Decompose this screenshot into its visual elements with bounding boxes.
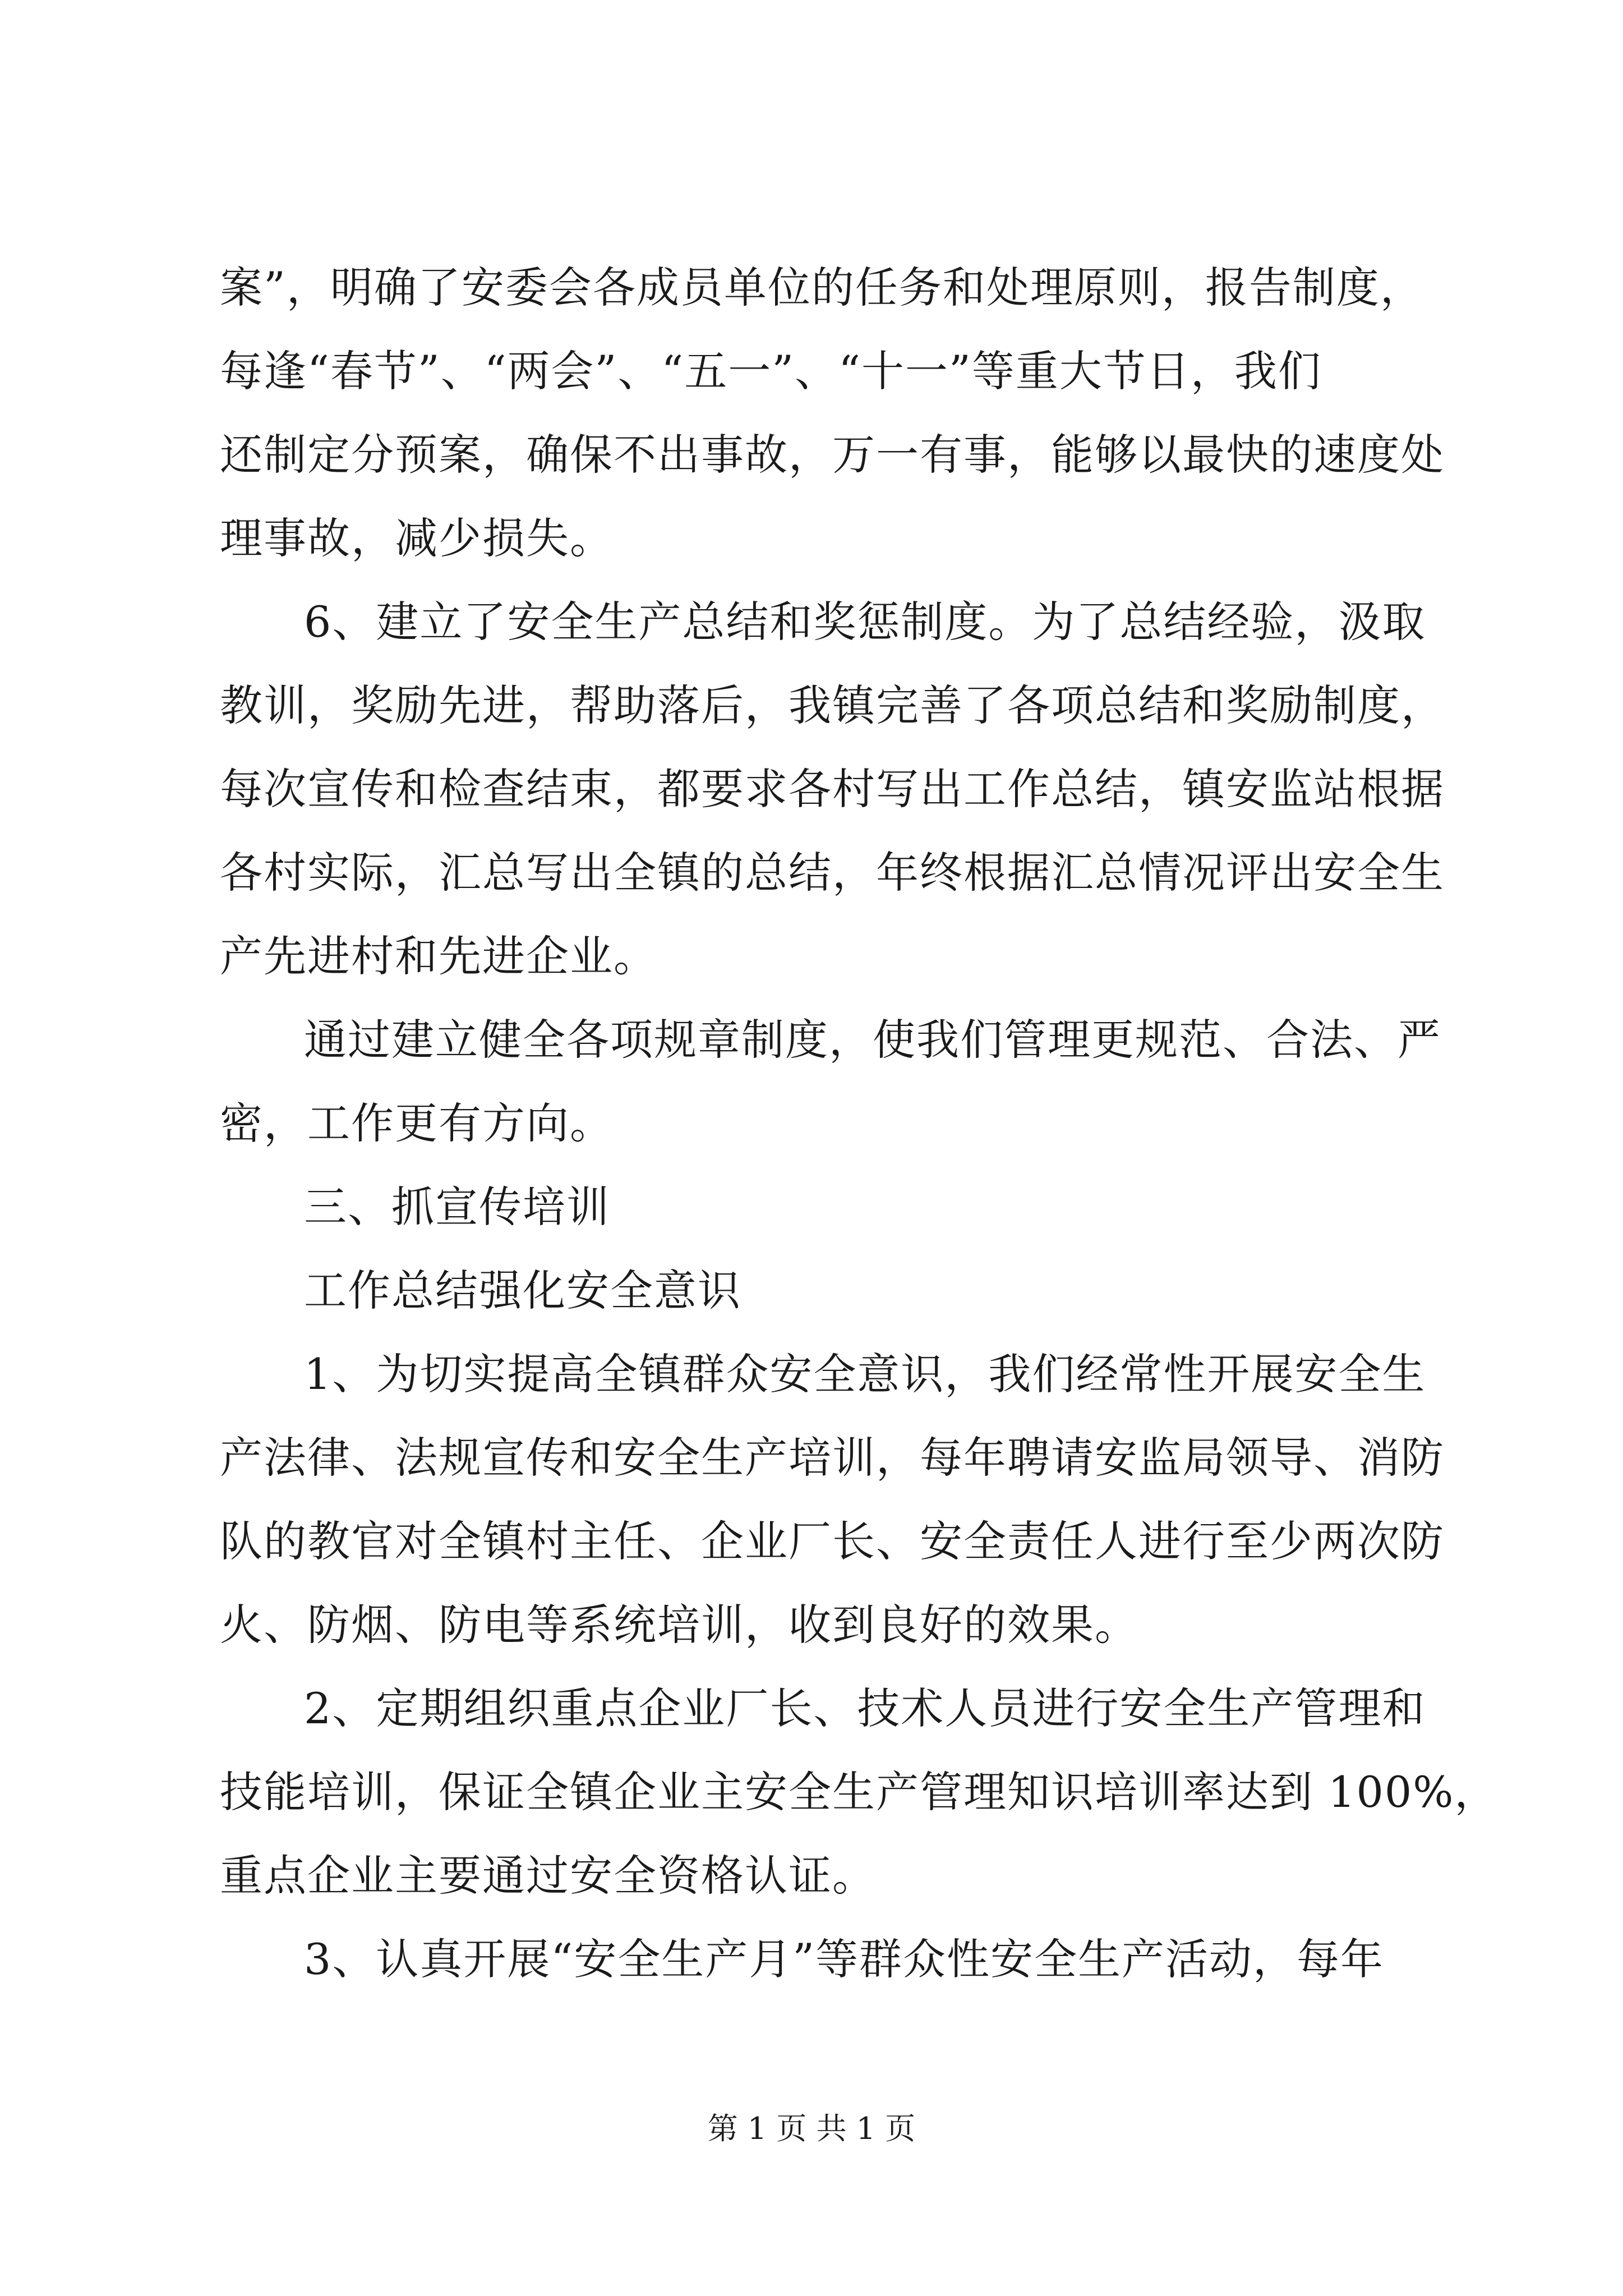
text-line-21: 3、认真开展“安全生产月”等群众性安全生产活动，每年 [304,1934,1385,1984]
text-line-4: 理事故，减少损失。 [220,513,614,563]
text-line-18: 2、定期组织重点企业厂长、技术人员进行安全生产管理和 [304,1683,1426,1733]
text-line-1: 案”，明确了安委会各成员单位的任务和处理原则，报告制度， [220,263,1424,312]
text-line-14: 1、为切实提高全镇群众安全意识，我们经常性开展安全生 [304,1349,1426,1399]
page-number-footer: 第 1 页 共 1 页 [707,2111,916,2146]
text-line-6: 教训，奖励先进，帮助落后，我镇完善了各项总结和奖励制度， [220,680,1445,730]
text-line-16: 队的教官对全镇村主任、企业厂长、安全责任人进行至少两次防 [220,1516,1445,1566]
text-line-11: 密，工作更有方向。 [220,1098,614,1148]
subsection-heading: 工作总结强化安全意识 [304,1266,741,1315]
text-line-17: 火、防烟、防电等系统培训，收到良好的效果。 [220,1600,1138,1650]
text-line-9: 产先进村和先进企业。 [220,931,657,981]
text-line-8: 各村实际，汇总写出全镇的总结，年终根据汇总情况评出安全生 [220,848,1445,898]
text-line-20: 重点企业主要通过安全资格认证。 [220,1851,876,1901]
text-line-3: 还制定分预案，确保不出事故，万一有事，能够以最快的速度处 [220,430,1445,480]
text-line-7: 每次宣传和检查结束，都要求各村写出工作总结，镇安监站根据 [220,764,1445,814]
text-line-2: 每逢“春节”、“两会”、“五一”、“十一”等重大节日，我们 [220,346,1322,396]
text-line-10: 通过建立健全各项规章制度，使我们管理更规范、合法、严 [304,1015,1441,1065]
text-line-15: 产法律、法规宣传和安全生产培训，每年聘请安监局领导、消防 [220,1433,1445,1483]
section-heading: 三、抓宣传培训 [304,1182,610,1232]
text-line-5: 6、建立了安全生产总结和奖惩制度。为了总结经验，汲取 [304,597,1426,647]
text-line-19: 技能培训，保证全镇企业主安全生产管理知识培训率达到 100%， [220,1767,1498,1817]
